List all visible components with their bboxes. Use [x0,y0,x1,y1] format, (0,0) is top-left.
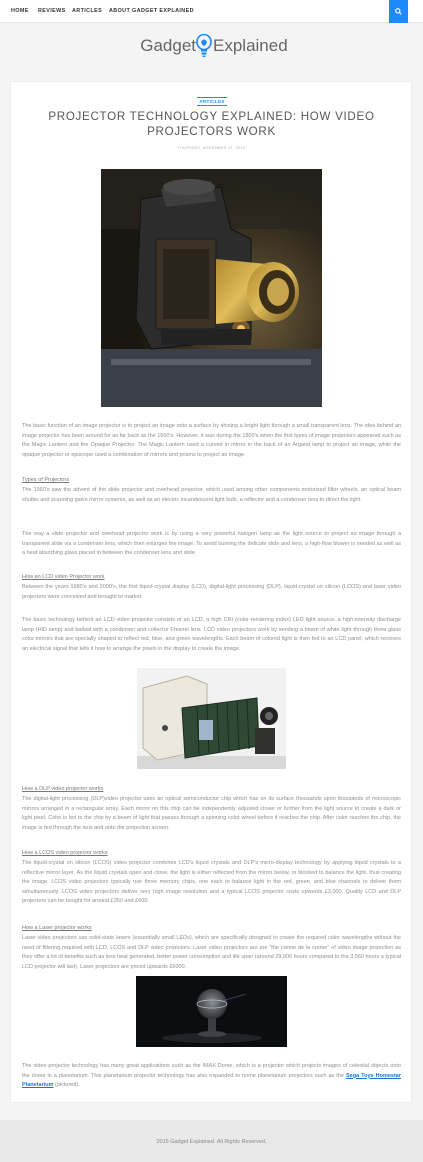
homestar-planetarium-link[interactable]: Sega Toys Homestar Planetarium [22,1072,401,1089]
dlp-paragraph: The digital-light processing (DLP)video projector uses an optical semiconductor chip which has on its surface thousands upon thousands of microscopic mirrors arranged in a rectangular array. Each mirror on this chip can be independently adjusted closer or further from the light source to create a dark or light pixel. Color is fed to the chip by a beam of light that passes through a spinning color wheel before it reaches the chip. After color reaches the chip, the image is fed through the lens and onto the projection screen. [22,796,401,831]
footer-copyright: 2015 Gadget Explained. All Rights Reserved. [156,1139,267,1145]
nav-about[interactable]: ABOUT GADGET EXPLAINED [109,8,194,14]
nav-reviews[interactable]: REVIEWS [38,8,66,14]
lcos-paragraph: The liquid-crystal on silicon (LCOS) video projector combines LCD's liquid crystals and DLP's micro-display technology by applying liquid crystals to a reflective mirror layer. As the liquid crystals open and close, the light is either reflected from the mirror below, or blocked to balance the light, thus creating the image. LCOS video projectors typically use three memory chips, one each to balance light in the red, green, and blue channels to deliver them simultaneously. LCOS video projectors deliver very high image resolution and a typical LCOS projector costs upwards £3,000. Quality LCD and DLP projectors can be bought for around £350 and £600. [22,860,401,905]
category-badge[interactable]: ARTICLES [197,97,227,106]
closing-tail: (pictured). [53,1082,80,1089]
logo-text-left: Gadget [140,36,196,55]
closing-paragraph [22,1062,401,1091]
types-paragraph-1: The 1960's saw the advent of the slide projector and overhead projector, which used among other components motorized filter wheels, an optical beam shutter and scanning galvo mirror systems, as well as an electric incandescent light bulb, a reflector and a condenser lens to direct the light. [22,487,401,503]
search-icon [395,8,402,15]
logo-text-right: Explained [213,36,288,55]
intro-paragraph: The basic function of an image projector is to project an image onto a surface by shining a bright light through a small transparent lens. The idea behind an image projector has been around for as far back as the 1500's. However, it was during the 1800's when the first types of image projectors appeared such as the Magic Lantern and the Opaque Projector. The Magic Lantern used a curved in mirror in the back of an Argand lamp to project an image, while the opaque projector or episcope used a combination of mirrors and prisms to project an image. [22,423,401,458]
planetarium-illustration [136,976,287,1047]
top-navigation [0,0,423,23]
laser-heading[interactable]: How a Laser projector works [22,925,92,931]
nav-articles[interactable]: ARTICLES [72,8,103,14]
post-date: THURSDAY, NOVEMBER 19, 2015 [177,146,246,150]
lcd-paragraph-1: Between the years 1980's and 2000's, the first liquid-crystal display (LCD), digital-light processing (DLP), liquid-crystal on silicon (LCOS) and laser video projectors were conceived and brought to market. [22,584,401,600]
types-paragraph-2: The way a slide projector and overhead projector work is by using a very powerful halogen lamp as the light source to project an image through a transparent slide via a condenser lens, which then enlarges the image. To avoid burning the delicate slide and lens, a high-flow blower is needed as well as a heat absorbing glass placed in between the condenser lens and slide. [22,531,401,557]
planetarium-image [136,976,287,1047]
lcd-projector-illustration [137,668,286,769]
closing-text: The video projector technology has many great applications such as the IMAX Dome, which is a projector which projects images of celestial objects onto the dome in a planetarium. This planetarium projector technology has also expanded to home planetarium projectors such as the [22,1063,401,1079]
search-button[interactable] [389,0,408,23]
types-heading[interactable]: Types of Projectors [22,477,70,483]
site-logo[interactable] [0,32,423,62]
magic-lantern-illustration [101,169,322,407]
dlp-heading[interactable]: How a DLP video projector works [22,786,104,792]
lcd-paragraph-2: The basic technology behind an LCD video projector consists of an LCD, a high CRI (color-rendering index) LED light source, a high-intensity discharge lamp (HID lamp) and ballast with a condenser and collector Fresnel lens. LCD video projectors work by sending a beam of white light through three glass color mirrors that are specially shaped to reflect red, blue, and green wavelengths. Each beam of colored light is then fed to an LCD panel, which receives an electrical signal that tells it how to arrange the pixels in the display to create the image. [22,617,401,652]
post-title: PROJECTOR TECHNOLOGY EXPLAINED: HOW VIDEO PROJECTORS WORK [48,110,375,138]
site-footer [0,1120,423,1162]
lightbulb-head-icon [196,34,212,58]
laser-paragraph: Laser video projectors use solid-state lasers (essentially small LEDs), which are specifically designed to create the required color wavelengths without the need of filtering required with LCD, LCOS and DLP video projectors. Laser video projectors are are "the creme de la creme" of video image projection as they offer a lot of benefits such as less heat generated, better power consumption and life span (around 29,000 hours compared to the 3,560 hours a typical LCD projector will last). Laser projectors are priced upwards £6000. [22,935,401,970]
lcd-heading[interactable]: How an LCD video Projector work [22,574,105,580]
lcd-projector-image [137,668,286,769]
magic-lantern-image [101,169,322,407]
lcos-heading[interactable]: How a LCOS video projector works [22,850,108,856]
nav-home[interactable]: HOME [11,8,29,14]
